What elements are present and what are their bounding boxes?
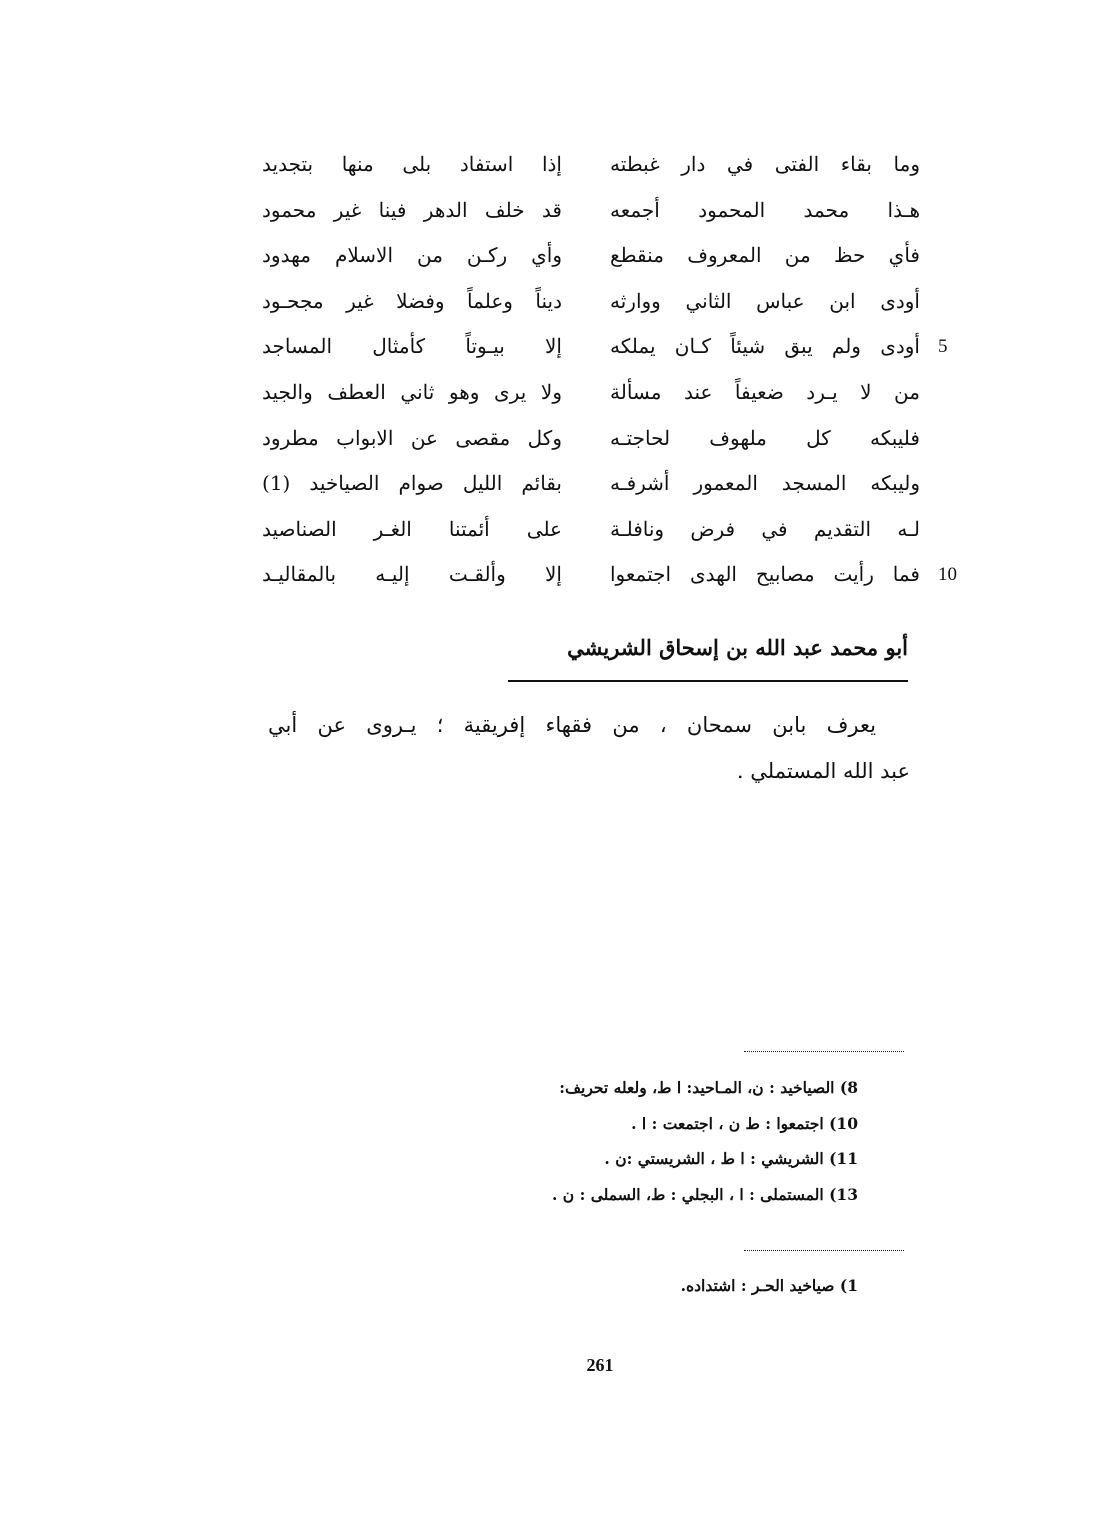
verse-row xyxy=(262,142,920,188)
second-hemistich: إلا بيـوتاً كأمثال المساجد xyxy=(262,334,562,359)
first-hemistich: من لا يـرد ضعيفاً عند مسألة xyxy=(610,379,920,404)
verse-row xyxy=(262,324,948,370)
first-hemistich: وليبكه المسجد المعمور أشرفـه xyxy=(610,471,920,496)
first-hemistich: وما بقاء الفتى في دار غبطته xyxy=(610,152,920,176)
variant-note: 10) اجتمعوا : ط ن ، اجتمعت : ا . xyxy=(631,1113,858,1133)
entry-heading: أبو محمد عبد الله بن إسحاق الشريشي xyxy=(567,635,908,660)
second-hemistich: إلا وألقـت إليـه بالمقاليـد xyxy=(262,562,562,587)
verse-row xyxy=(262,279,920,325)
second-hemistich: بقائم الليل صوام الصياخيد (1) xyxy=(262,471,562,496)
first-hemistich: هـذا محمد المحمود أجمعه xyxy=(610,197,920,222)
second-hemistich: إذا استفاد بلى منها بتجديد xyxy=(262,152,562,176)
variant-notes xyxy=(420,1070,858,1212)
verse-row xyxy=(262,416,920,462)
first-hemistich: فأي حظ من المعروف منقطع xyxy=(610,243,920,268)
verse-row xyxy=(262,233,920,279)
variant-note: 11) الشريشي : ا ط ، الشريستي :ن . xyxy=(604,1149,858,1168)
poem xyxy=(262,142,957,598)
page-number: 261 xyxy=(586,1355,614,1375)
biography-line: عبد الله المستملي . xyxy=(736,759,910,783)
first-hemistich: فما رأيت مصابيح الهدى اجتمعوا xyxy=(610,562,920,587)
verse-row xyxy=(262,552,957,598)
variant-note: 8) الصياخيد : ن، المـاحيد: ا ط، ولعله تحريف: xyxy=(559,1078,858,1097)
verse-line-number: 10 xyxy=(938,564,957,586)
second-hemistich: وكل مقصى عن الابواب مطرود xyxy=(262,425,562,450)
entry-biography xyxy=(268,702,910,794)
verse-row xyxy=(262,188,920,234)
heading-underline xyxy=(508,680,908,682)
variant-note: 13) المستملى : ا ، البجلي : ط، السملى : ن . xyxy=(552,1184,858,1204)
second-hemistich: ولا يرى وهو ثاني العطف والجيد xyxy=(262,379,562,404)
first-hemistich: أودى ابن عباس الثاني ووارثه xyxy=(610,288,920,313)
verse-row xyxy=(262,461,920,507)
notes-separator xyxy=(744,1051,904,1052)
second-hemistich: على أئمتنا الغـر الصناصيد xyxy=(262,516,562,541)
first-hemistich: فليبكه كل ملهوف لحاجتـه xyxy=(610,425,920,450)
second-hemistich: وأي ركـن من الاسلام مهدود xyxy=(262,243,562,268)
second-hemistich: قد خلف الدهر فينا غير محمود xyxy=(262,197,562,222)
verse-row xyxy=(262,507,920,553)
second-hemistich: ديناً وعلماً وفضلا غير مجحـود xyxy=(262,288,562,313)
footnote: 1) صياخيد الحـر : اشتداده. xyxy=(680,1276,858,1295)
footnote-separator xyxy=(744,1250,904,1251)
first-hemistich: لـه التقديم في فرض ونافلـة xyxy=(610,516,920,541)
verse-row xyxy=(262,370,920,416)
verse-line-number: 5 xyxy=(938,336,948,358)
first-hemistich: أودى ولم يبق شيئاً كـان يملكه xyxy=(610,334,920,359)
biography-line: يعرف بابن سمحان ، من فقهاء إفريقية ؛ يـروى عن أبي xyxy=(268,713,876,737)
